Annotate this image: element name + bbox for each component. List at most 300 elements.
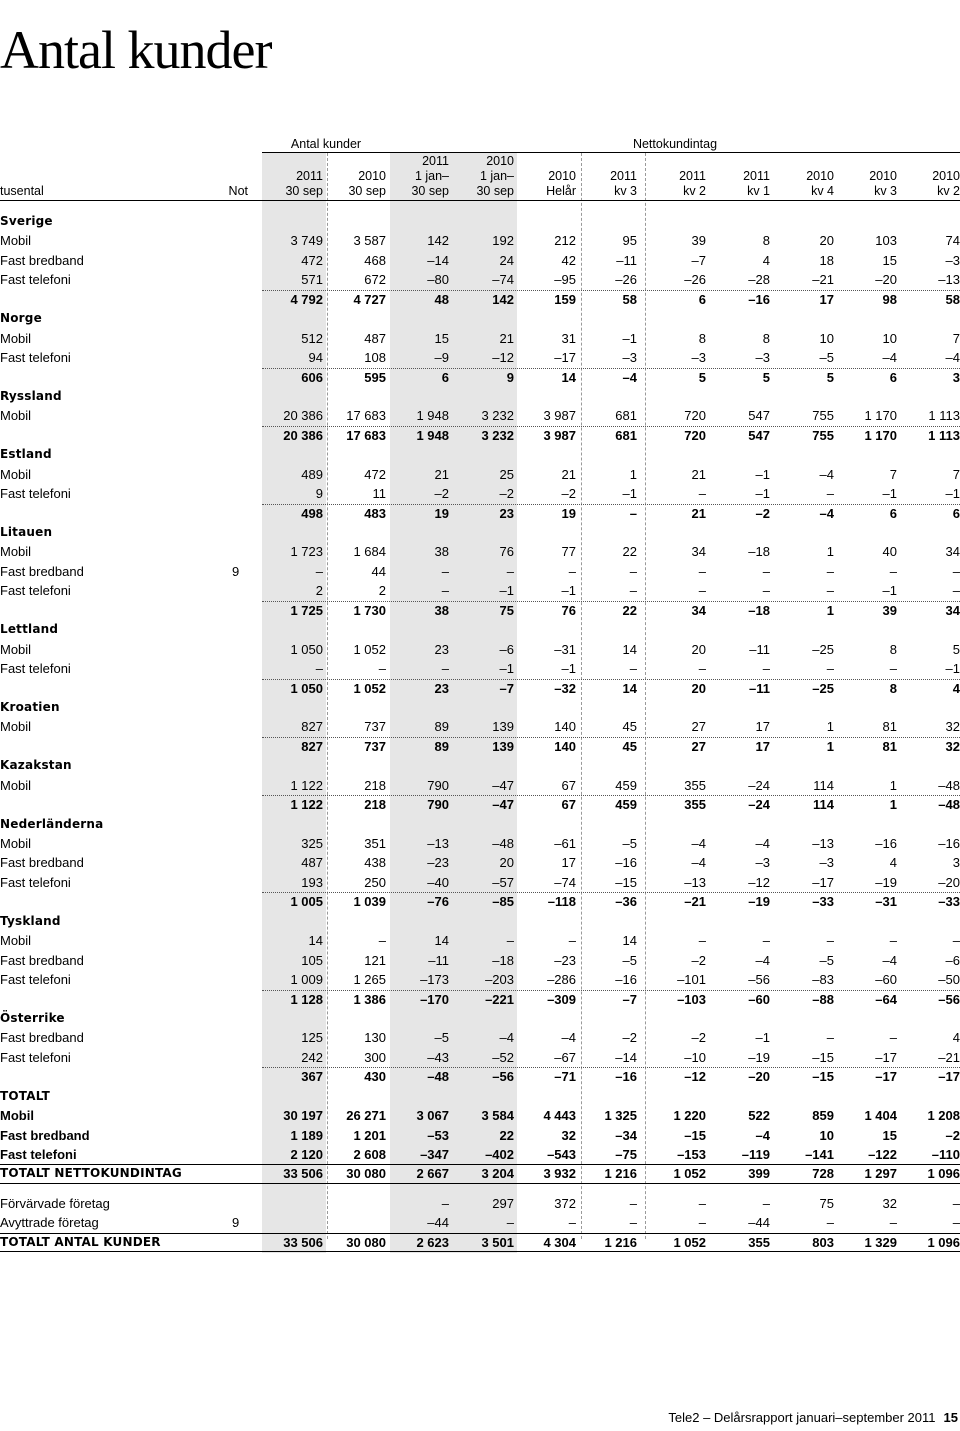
value-cell: – — [889, 1030, 897, 1046]
value-cell: –11 — [749, 680, 770, 696]
row-label-header: tusental — [0, 184, 44, 198]
value-cell: –1 — [882, 583, 897, 599]
value-cell: 372 — [554, 1195, 576, 1211]
value-cell: –52 — [492, 1049, 514, 1065]
value-cell: 1 — [889, 777, 897, 793]
value-cell: 472 — [301, 252, 323, 268]
section-heading-row — [0, 815, 960, 834]
value-cell: –14 — [427, 252, 449, 268]
subtotal-row — [0, 737, 960, 756]
value-cell: – — [889, 933, 897, 949]
value-cell: –1 — [945, 661, 960, 677]
value-cell: 325 — [301, 836, 323, 851]
value-cell: – — [826, 1215, 834, 1231]
table-row — [0, 465, 960, 484]
value-cell: 4 304 — [543, 1234, 576, 1250]
value-cell: – — [762, 661, 770, 677]
value-cell: 355 — [748, 1234, 770, 1250]
value-cell: 21 — [691, 466, 706, 482]
value-cell: 2 608 — [353, 1147, 386, 1162]
value-cell: 33 506 — [283, 1166, 323, 1182]
value-cell: 218 — [364, 777, 386, 793]
value-cell: 1 039 — [353, 894, 386, 910]
value-cell: 98 — [882, 291, 897, 307]
value-cell: – — [568, 563, 576, 579]
row-label: Mobil — [0, 544, 32, 560]
table-row — [0, 231, 960, 250]
value-cell: 5 — [952, 641, 960, 657]
row-label: Fast bredband — [0, 252, 84, 268]
value-cell: –20 — [748, 1069, 770, 1085]
value-cell: 77 — [561, 544, 576, 560]
table-row — [0, 970, 960, 989]
value-cell: 17 — [755, 719, 770, 735]
value-cell: 1 096 — [927, 1166, 960, 1182]
value-cell: –21 — [812, 272, 834, 288]
value-cell: 67 — [561, 797, 576, 813]
row-label: Fast telefoni — [0, 272, 71, 288]
value-cell: 39 — [882, 602, 897, 618]
total-row — [0, 1126, 960, 1145]
value-cell: 19 — [561, 505, 576, 521]
value-cell: –110 — [931, 1147, 960, 1162]
value-cell: 20 386 — [283, 427, 323, 443]
value-cell: 1 052 — [353, 680, 386, 696]
table-row — [0, 251, 960, 270]
value-cell: 3 232 — [481, 427, 514, 443]
value-cell: 10 — [882, 330, 897, 346]
value-cell: –17 — [875, 1069, 897, 1085]
value-cell: –57 — [492, 874, 514, 890]
value-cell: – — [441, 563, 449, 579]
value-cell: 22 — [499, 1127, 514, 1143]
value-cell: –18 — [748, 602, 770, 618]
value-cell: 1 684 — [353, 544, 386, 560]
value-cell: –12 — [748, 874, 770, 890]
value-cell: –16 — [938, 836, 960, 851]
value-cell: 1 723 — [290, 544, 323, 560]
value-cell: 20 386 — [283, 408, 323, 424]
total-row — [0, 1145, 960, 1164]
section-heading: Sverige — [0, 214, 53, 228]
value-cell: 3 584 — [481, 1108, 514, 1124]
value-cell: 790 — [427, 797, 449, 813]
value-cell: – — [826, 661, 834, 677]
value-cell: 250 — [364, 874, 386, 890]
value-cell: –95 — [554, 272, 576, 288]
value-cell: –12 — [492, 350, 514, 366]
value-cell: 42 — [561, 252, 576, 268]
value-cell: 21 — [561, 466, 576, 482]
table-row — [0, 406, 960, 425]
value-cell: 4 792 — [290, 291, 323, 307]
value-cell: 139 — [492, 719, 514, 735]
table-row — [0, 717, 960, 736]
value-cell: 15 — [882, 252, 897, 268]
column-header-line: kv 2 — [683, 184, 706, 198]
value-cell: 595 — [364, 369, 386, 385]
value-cell: 121 — [364, 952, 386, 968]
value-cell: –61 — [554, 836, 576, 851]
table-row — [0, 776, 960, 795]
value-cell: –24 — [748, 797, 770, 813]
value-cell: 1 — [826, 719, 834, 735]
value-cell: 94 — [308, 350, 323, 366]
value-cell: –3 — [755, 855, 770, 871]
value-cell: 23 — [434, 680, 449, 696]
table-row — [0, 873, 960, 892]
value-cell: – — [826, 933, 834, 949]
value-cell: 8 — [762, 330, 770, 346]
row-label: Fast bredband — [0, 1127, 90, 1143]
value-cell: 5 — [762, 369, 770, 385]
value-cell: –40 — [427, 874, 449, 890]
value-cell: 19 — [434, 505, 449, 521]
column-header-line: 2010 — [932, 169, 960, 183]
column-header — [700, 155, 770, 199]
value-cell: 142 — [427, 233, 449, 249]
note-header: Not — [228, 184, 248, 198]
value-cell: –1 — [561, 661, 576, 677]
value-cell: 23 — [434, 641, 449, 657]
value-cell: 34 — [691, 544, 706, 560]
value-cell: –16 — [748, 291, 770, 307]
column-header-line: 2011 — [422, 154, 449, 168]
table-row — [0, 640, 960, 659]
value-cell: –17 — [812, 874, 834, 890]
value-cell: –85 — [492, 894, 514, 910]
row-label: Fast bredband — [0, 1030, 84, 1046]
value-cell: 300 — [364, 1049, 386, 1065]
value-cell: –15 — [812, 1069, 834, 1085]
value-cell: 6 — [952, 505, 960, 521]
value-cell: –4 — [755, 836, 770, 851]
value-cell: –25 — [812, 680, 834, 696]
value-cell: –26 — [615, 272, 637, 288]
value-cell: 76 — [499, 544, 514, 560]
column-header-line: 2011 — [743, 169, 770, 183]
value-cell: 139 — [492, 738, 514, 754]
value-cell: 606 — [301, 369, 323, 385]
value-cell: –286 — [547, 972, 576, 988]
value-cell: 33 506 — [283, 1234, 323, 1250]
value-cell: 130 — [364, 1030, 386, 1046]
value-cell: 512 — [301, 330, 323, 346]
table-row — [0, 659, 960, 678]
value-cell: 1 948 — [416, 408, 449, 424]
value-cell: –34 — [615, 1127, 637, 1143]
value-cell: – — [698, 661, 706, 677]
value-cell: 720 — [684, 408, 706, 424]
value-cell: 1 216 — [604, 1234, 637, 1250]
value-cell: 21 — [434, 466, 449, 482]
group-header-nettokundintag: Nettokundintag — [632, 137, 718, 151]
value-cell: –4 — [691, 855, 706, 871]
value-cell: 30 197 — [283, 1108, 323, 1124]
value-cell: –25 — [812, 641, 834, 657]
value-cell: 44 — [371, 563, 386, 579]
section-heading-row — [0, 445, 960, 464]
value-cell: 81 — [882, 719, 897, 735]
section-heading: Österrike — [0, 1010, 65, 1025]
value-cell: –122 — [868, 1147, 897, 1162]
value-cell: 1 — [629, 466, 637, 482]
value-cell: 355 — [684, 777, 706, 793]
value-cell: – — [762, 933, 770, 949]
value-cell: –56 — [938, 991, 960, 1007]
value-cell: –17 — [875, 1049, 897, 1065]
value-cell: 1 386 — [353, 991, 386, 1007]
section-heading-row — [0, 523, 960, 542]
value-cell: 498 — [301, 505, 323, 521]
grand-total-row — [0, 1233, 960, 1252]
row-label: Mobil — [0, 233, 32, 249]
value-cell: –543 — [547, 1147, 576, 1162]
value-cell: 108 — [364, 350, 386, 366]
value-cell: – — [826, 563, 834, 579]
table-row — [0, 1028, 960, 1047]
value-cell: 45 — [622, 738, 637, 754]
value-cell: –1 — [561, 583, 576, 599]
value-cell: 21 — [691, 505, 706, 521]
column-header-line: 2010 — [548, 169, 576, 183]
section-heading: TOTALT — [0, 1088, 50, 1103]
value-cell: –103 — [677, 991, 706, 1007]
value-cell: –3 — [945, 252, 960, 268]
group-header-rule — [390, 152, 960, 153]
value-cell: –18 — [492, 952, 514, 968]
value-cell: –4 — [882, 952, 897, 968]
value-cell: 3 501 — [481, 1234, 514, 1250]
section-heading-row — [0, 387, 960, 406]
value-cell: – — [506, 933, 514, 949]
value-cell: –2 — [434, 486, 449, 502]
value-cell: – — [629, 1195, 637, 1211]
value-cell: –141 — [805, 1147, 834, 1162]
value-cell: 472 — [364, 466, 386, 482]
value-cell: 790 — [427, 777, 449, 793]
value-cell: –2 — [561, 486, 576, 502]
value-cell: –56 — [492, 1069, 514, 1085]
column-header — [253, 155, 323, 199]
column-header — [444, 155, 514, 199]
value-cell: 103 — [875, 233, 897, 249]
subtotal-row — [0, 601, 960, 620]
subtotal-row — [0, 290, 960, 309]
value-cell: 34 — [945, 602, 960, 618]
row-label: Fast telefoni — [0, 350, 71, 366]
value-cell: 140 — [554, 719, 576, 735]
value-cell: –9 — [434, 350, 449, 366]
value-cell: 297 — [492, 1195, 514, 1211]
value-cell: –56 — [748, 972, 770, 988]
value-cell: –13 — [938, 272, 960, 288]
value-cell: –15 — [812, 1049, 834, 1065]
value-cell: 1 220 — [673, 1108, 706, 1124]
value-cell: 17 — [755, 738, 770, 754]
row-label: Mobil — [0, 777, 32, 793]
row-label: Mobil — [0, 466, 32, 482]
value-cell: 2 120 — [290, 1147, 323, 1162]
value-cell: 75 — [819, 1195, 834, 1211]
value-cell: – — [762, 563, 770, 579]
value-cell: 827 — [301, 719, 323, 735]
value-cell: 681 — [615, 408, 637, 424]
value-cell: 7 — [952, 466, 960, 482]
value-cell: –18 — [748, 544, 770, 560]
value-cell: 1 208 — [927, 1108, 960, 1124]
row-label: Mobil — [0, 330, 32, 346]
value-cell: 74 — [945, 233, 960, 249]
value-cell: – — [826, 583, 834, 599]
value-cell: 14 — [622, 641, 637, 657]
value-cell: –6 — [945, 952, 960, 968]
row-label: Fast bredband — [0, 855, 84, 871]
value-cell: 14 — [622, 933, 637, 949]
column-header-line: 30 sep — [411, 184, 449, 198]
section-heading: Lettland — [0, 622, 59, 637]
value-cell: 20 — [691, 680, 706, 696]
value-cell: 10 — [819, 330, 834, 346]
column-header-line: 2010 — [806, 169, 834, 183]
value-cell: – — [952, 933, 960, 949]
column-header — [316, 155, 386, 199]
value-cell: –47 — [492, 797, 514, 813]
value-cell: 6 — [889, 369, 897, 385]
row-label: TOTALT ANTAL KUNDER — [0, 1234, 161, 1249]
value-cell: – — [629, 1215, 637, 1231]
row-label: Förvärvade företag — [0, 1195, 110, 1211]
value-cell: 8 — [889, 680, 897, 696]
value-cell: 672 — [364, 272, 386, 288]
value-cell: –15 — [684, 1127, 706, 1143]
value-cell: –88 — [812, 991, 834, 1007]
value-cell: 8 — [762, 233, 770, 249]
value-cell: – — [762, 583, 770, 599]
value-cell: 89 — [434, 738, 449, 754]
value-cell: 114 — [813, 797, 834, 813]
value-cell: 6 — [698, 291, 706, 307]
table-row — [0, 853, 960, 872]
value-cell: –7 — [622, 991, 637, 1007]
value-cell: 140 — [554, 738, 576, 754]
value-cell: –1 — [945, 486, 960, 502]
column-header-line: 30 sep — [476, 184, 514, 198]
value-cell: –48 — [492, 836, 514, 851]
table-row — [0, 329, 960, 348]
note-ref: 9 — [232, 1215, 240, 1231]
table-row — [0, 951, 960, 970]
value-cell: –3 — [622, 350, 637, 366]
value-cell: 459 — [615, 777, 637, 793]
value-cell: 3 587 — [353, 233, 386, 249]
value-cell: 1 — [826, 738, 834, 754]
value-cell: –71 — [554, 1069, 576, 1085]
value-cell: – — [441, 1195, 449, 1211]
value-cell: –16 — [615, 855, 637, 871]
value-cell: 430 — [364, 1069, 386, 1085]
value-cell: –50 — [938, 972, 960, 988]
value-cell: – — [698, 1215, 706, 1231]
value-cell: 20 — [691, 641, 706, 657]
value-cell: –170 — [420, 991, 449, 1007]
row-label: Fast telefoni — [0, 486, 71, 502]
subtotal-row — [0, 1067, 960, 1086]
value-cell: –23 — [554, 952, 576, 968]
value-cell: 1 201 — [353, 1127, 386, 1143]
section-heading-row — [0, 1009, 960, 1028]
value-cell: 571 — [301, 272, 323, 288]
value-cell: 4 — [952, 1030, 960, 1046]
value-cell: 32 — [945, 738, 960, 754]
value-cell: –75 — [615, 1147, 637, 1162]
value-cell: 547 — [748, 427, 770, 443]
value-cell: 11 — [372, 486, 386, 502]
value-cell: 30 080 — [346, 1166, 386, 1182]
value-cell: 1 216 — [604, 1166, 637, 1182]
value-cell: 487 — [364, 330, 386, 346]
value-cell: 483 — [364, 505, 386, 521]
column-header — [567, 155, 637, 199]
row-label: Fast telefoni — [0, 661, 71, 677]
value-cell: 32 — [945, 719, 960, 735]
value-cell: 1 128 — [290, 991, 323, 1007]
value-cell: 1 113 — [928, 427, 960, 443]
value-cell: 48 — [434, 291, 449, 307]
value-cell: –2 — [945, 1127, 960, 1143]
row-label: Fast bredband — [0, 563, 84, 579]
section-heading: Estland — [0, 447, 52, 462]
value-cell: 737 — [364, 738, 386, 754]
value-cell: 6 — [441, 369, 449, 385]
value-cell: –13 — [812, 836, 834, 851]
value-cell: 38 — [434, 602, 449, 618]
value-cell: 3 204 — [481, 1166, 514, 1182]
section-heading: Kazakstan — [0, 758, 72, 773]
spacer-row — [0, 1184, 960, 1194]
row-label: Mobil — [0, 836, 32, 851]
row-label: Fast telefoni — [0, 1147, 77, 1162]
value-cell: 6 — [889, 505, 897, 521]
value-cell: –2 — [691, 1030, 706, 1046]
value-cell: –4 — [755, 1127, 770, 1143]
value-cell: – — [506, 1215, 514, 1231]
value-cell: – — [889, 563, 897, 579]
value-cell: –4 — [499, 1030, 514, 1046]
column-header-line: kv 1 — [747, 184, 770, 198]
value-cell: 27 — [691, 719, 706, 735]
value-cell: 3 987 — [543, 427, 576, 443]
value-cell: 21 — [499, 330, 514, 346]
column-header — [636, 155, 706, 199]
total-row — [0, 1106, 960, 1125]
group-header-antal-kunder: Antal kunder — [290, 137, 362, 151]
value-cell: –402 — [485, 1147, 514, 1162]
table-row — [0, 542, 960, 561]
column-header — [890, 155, 960, 199]
value-cell: –11 — [428, 952, 449, 968]
value-cell: 34 — [691, 602, 706, 618]
value-cell: 355 — [684, 797, 706, 813]
value-cell: 755 — [812, 427, 834, 443]
value-cell: 89 — [434, 719, 449, 735]
value-cell: – — [889, 661, 897, 677]
value-cell: –203 — [485, 972, 514, 988]
value-cell: – — [826, 1030, 834, 1046]
value-cell: 95 — [622, 233, 637, 249]
column-header-line: 1 jan– — [479, 169, 514, 183]
row-label: Fast telefoni — [0, 1049, 71, 1065]
